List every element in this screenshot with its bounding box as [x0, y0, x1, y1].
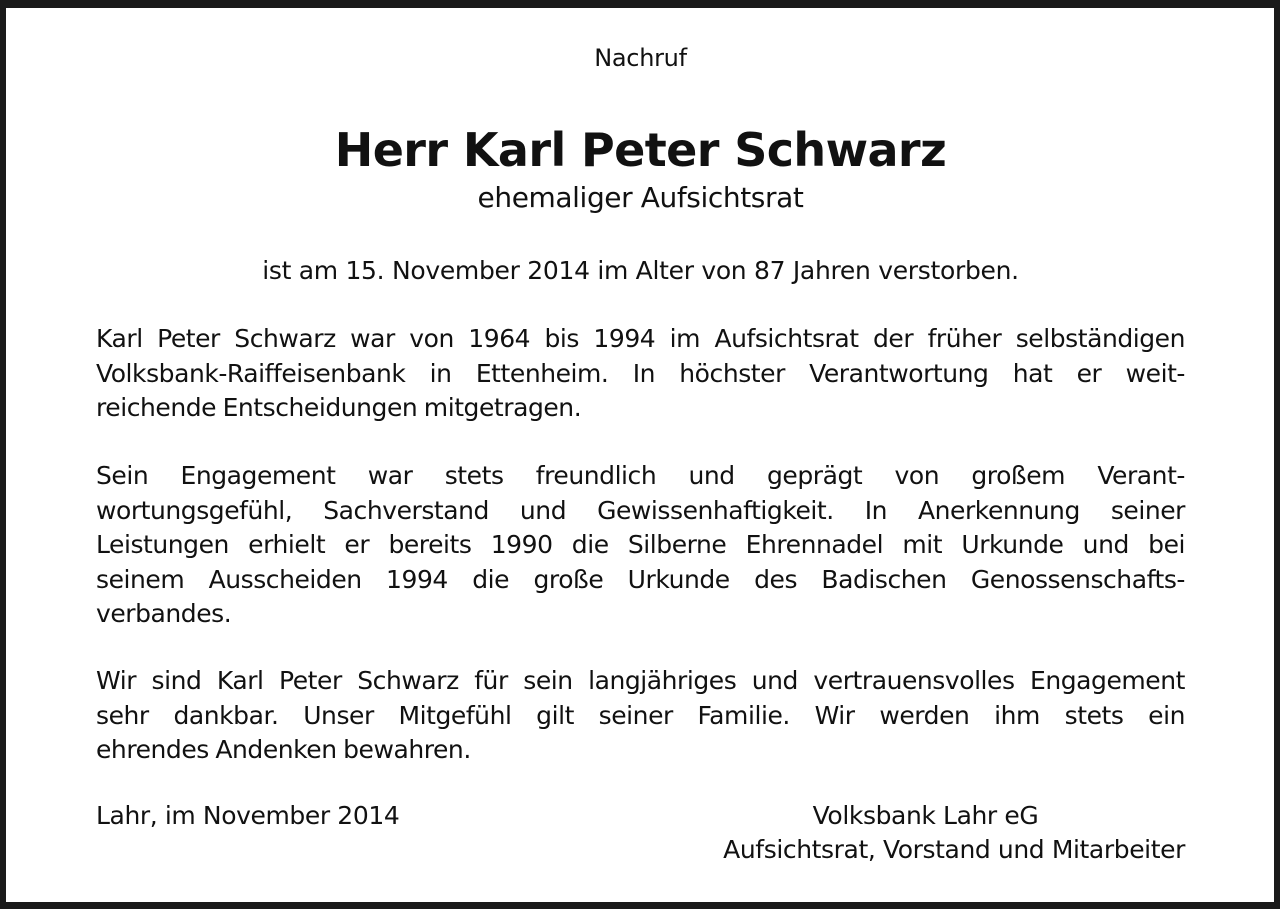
paragraph-line: Wir sind Karl Peter Schwarz für sein langjähriges und vertrauensvolles Engagement	[96, 666, 1185, 695]
paragraph-line: Karl Peter Schwarz war von 1964 bis 1994 im Aufsichtsrat der früher selbständigen	[96, 324, 1185, 353]
organization-signatories: Aufsichtsrat, Vorstand und Mitarbeiter	[723, 835, 1185, 864]
deceased-name: Herr Karl Peter Schwarz	[334, 123, 947, 177]
paragraph-line: seinem Ausscheiden 1994 die große Urkunde des Badischen Genossenschafts-	[96, 564, 1185, 594]
paragraph-line: wortungsgefühl, Sachverstand und Gewissenhaftigkeit. In Anerkennung seiner	[96, 495, 1185, 525]
notice-heading: Nachruf	[594, 44, 687, 72]
paragraph-line: Leistungen erhielt er bereits 1990 die Silberne Ehrennadel mit Urkunde und bei	[96, 530, 1185, 559]
paragraph-career	[96, 322, 1185, 426]
organization-name: Volksbank Lahr eG	[812, 801, 1039, 830]
paragraph-line: ehrendes Andenken bewahren.	[96, 735, 471, 764]
paragraph-engagement	[96, 459, 1185, 632]
paragraph-line: Volksbank-Raiffeisenbank in Ettenheim. In höchster Verantwortung hat er weit-	[96, 358, 1185, 388]
death-statement: ist am 15. November 2014 im Alter von 87 Jahren verstorben.	[262, 256, 1019, 285]
place-date: Lahr, im November 2014	[96, 801, 400, 830]
deceased-role: ehemaliger Aufsichtsrat	[477, 181, 804, 214]
paragraph-line: reichende Entscheidungen mitgetragen.	[96, 393, 582, 422]
paragraph-line: Sein Engagement war stets freundlich und geprägt von großem Verant-	[96, 461, 1185, 490]
paragraph-line: sehr dankbar. Unser Mitgefühl gilt seiner Familie. Wir werden ihm stets ein	[96, 700, 1185, 730]
paragraph-line: verbandes.	[96, 599, 232, 628]
paragraph-gratitude	[96, 664, 1185, 768]
